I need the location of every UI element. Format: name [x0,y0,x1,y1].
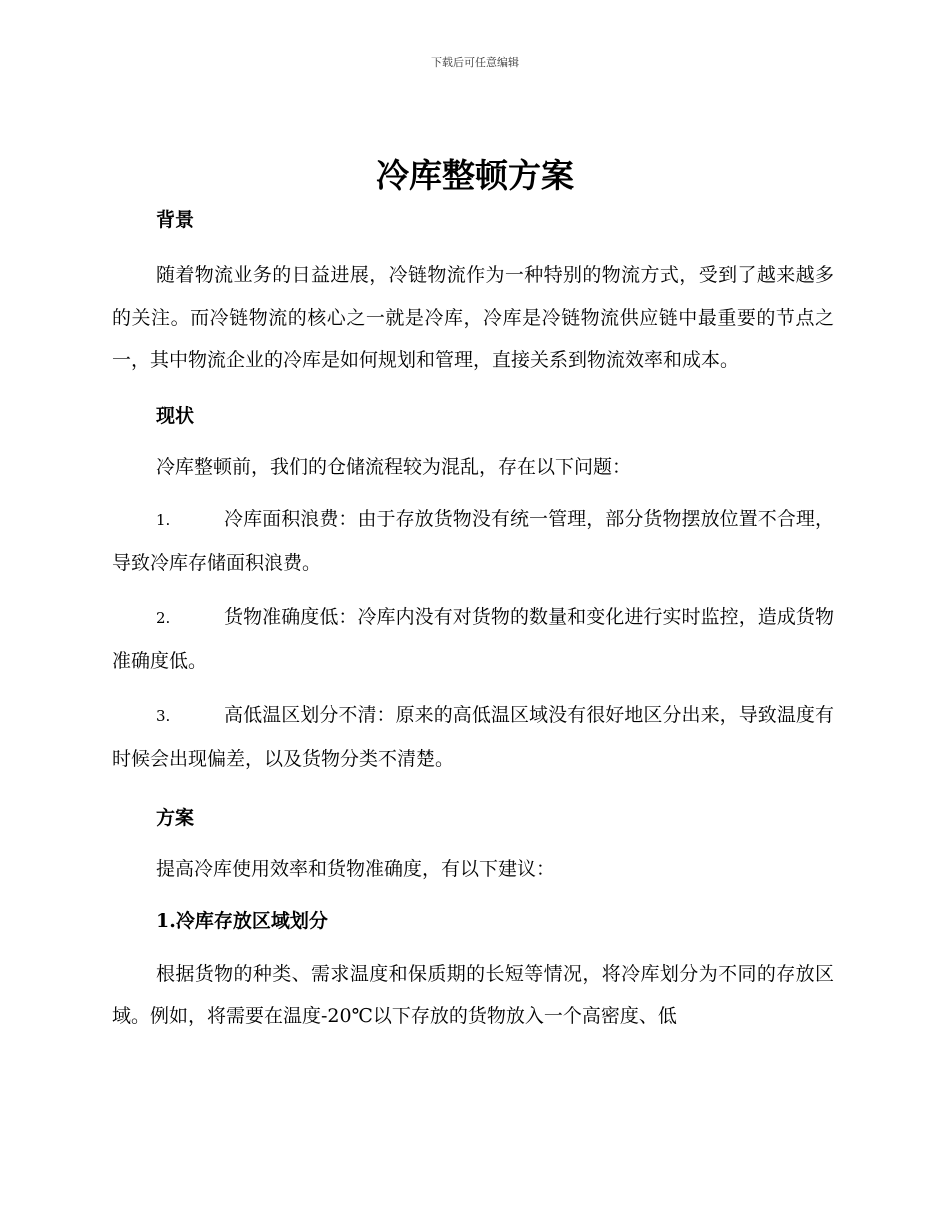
list-item [112,498,834,584]
document-body [112,200,834,1038]
list-item [112,596,834,682]
storage-zoning-paragraph: 根据货物的种类、需求温度和保质期的长短等情况，将冷库划分为不同的存放区域。例如，将需要在温度-20℃以下存放的货物放入一个高密度、低 [112,962,834,1027]
heading-background: 背景 [156,209,195,231]
heading-plan: 方案 [156,807,195,829]
subheading-storage-zoning: 1.冷库存放区域划分 [156,909,328,932]
list-item-number: 1. [156,511,171,529]
document-title: 冷库整顿方案 [376,156,574,195]
list-item-text: 货物准确度低：冷库内没有对货物的数量和变化进行实时监控，造成货物准确度低。 [112,606,834,672]
status-list [112,498,834,780]
list-item [112,694,834,780]
header-note: 下载后可任意编辑 [431,56,519,69]
list-item-number: 3. [156,707,171,725]
list-item-number: 2. [156,609,171,627]
background-paragraph: 随着物流业务的日益进展，冷链物流作为一种特别的物流方式，受到了越来越多的关注。而冷链物流的核心之一就是冷库，冷库是冷链物流供应链中最重要的节点之一，其中物流企业的冷库是如何规划和管理，直接关系到物流效率和成本。 [112,264,834,371]
list-item-text: 高低温区划分不清：原来的高低温区域没有很好地区分出来，导致温度有时候会出现偏差，以及货物分类不清楚。 [112,704,834,770]
plan-intro: 提高冷库使用效率和货物准确度，有以下建议： [156,858,556,880]
list-item-text: 冷库面积浪费：由于存放货物没有统一管理，部分货物摆放位置不合理，导致冷库存储面积浪费。 [112,508,834,574]
status-intro: 冷库整顿前，我们的仓储流程较为混乱，存在以下问题： [156,455,632,478]
heading-status: 现状 [156,404,195,427]
